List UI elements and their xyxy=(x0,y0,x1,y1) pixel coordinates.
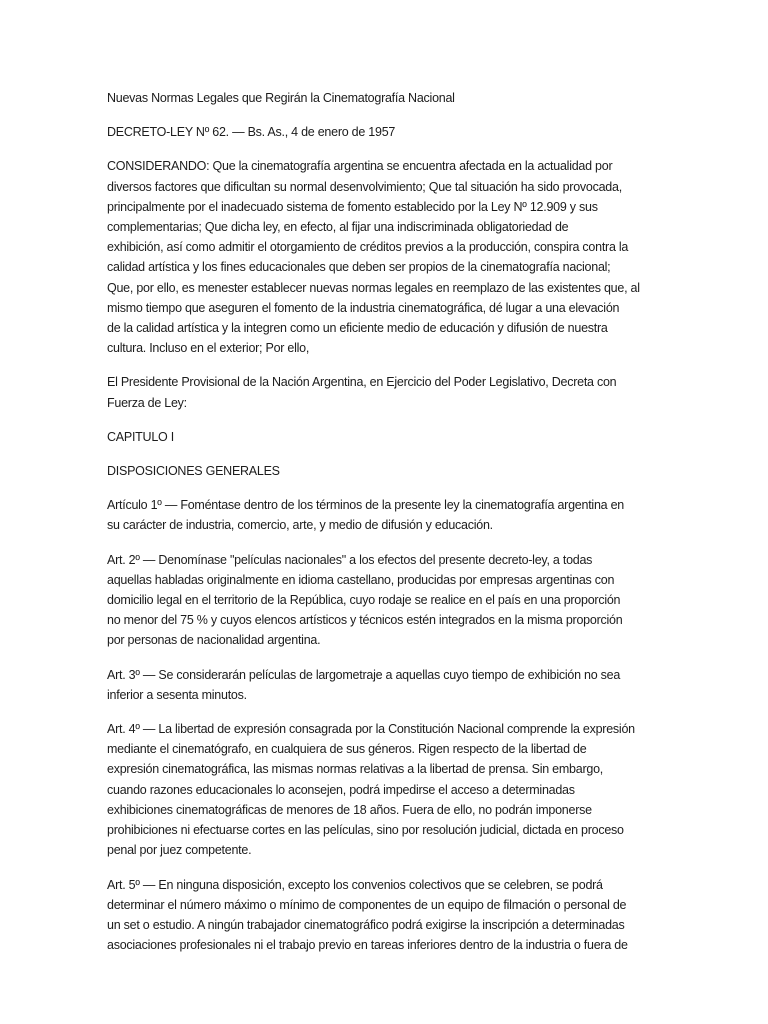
considerando-paragraph: CONSIDERANDO: Que la cinematografía argentina se encuentra afectada en la actualidad por diversos factores que dificultan su normal desenvolvimiento; Que tal situación ha sido provocada, principalmente por el inadecuado sistema de fomento establecido por la Ley Nº 12.909 y sus complementarias; Que dicha ley, en efecto, al fijar una indiscriminada obligatoriedad de exhibición, así como admitir el otorgamiento de créditos previos a la producción, conspira contra la calidad artística y los fines educacionales que deben ser propios de la cinematografía nacional; Que, por ello, es menester establecer nuevas normas legales en reemplazo de las existentes que, al mismo tiempo que aseguren el fomento de la industria cinematográfica, dé lugar a una elevación de la calidad artística y la integren como un eficiente medio de educación y difusión de nuestra cultura. Incluso en el exterior; Por ello, xyxy=(107,159,640,356)
chapter-title: DISPOSICIONES GENERALES xyxy=(107,464,280,479)
chapter-heading: CAPITULO I xyxy=(107,429,174,444)
preamble-paragraph: El Presidente Provisional de la Nación Argentina, en Ejercicio del Poder Legislativo, Decreta con Fuerza de Ley: xyxy=(107,375,617,410)
article-3: Art. 3º — Se considerarán películas de largometraje a aquellas cuyo tiempo de exhibición no sea inferior a sesenta minutos. xyxy=(107,667,621,702)
article-4: Art. 4º — La libertad de expresión consagrada por la Constitución Nacional comprende la expresión mediante el cinematógrafo, en cualquiera de sus géneros. Rigen respecto de la libertad de expresión cinematográfica, las mismas normas relativas a la libertad de prensa. Sin embargo, cuando razones educacionales lo aconsejen, podrá impedirse el acceso a determinadas exhibiciones cinematográficas de menores de 18 años. Fuera de ello, no podrán imponerse prohibiciones ni efectuarse cortes en las películas, sino por resolución judicial, dictada en proceso penal por juez competente. xyxy=(107,722,635,858)
document-title: Nuevas Normas Legales que Regirán la Cinematografía Nacional xyxy=(107,91,455,105)
article-1: Artículo 1º — Foméntase dentro de los términos de la presente ley la cinematografía argentina en su carácter de industria, comercio, arte, y medio de difusión y educación. xyxy=(107,498,624,533)
document-page xyxy=(107,88,667,969)
article-5: Art. 5º — En ninguna disposición, excepto los convenios colectivos que se celebren, se podrá determinar el número máximo o mínimo de componentes de un equipo de filmación o personal de un set o estudio. A ningún trabajador cinematográfico podrá exigirse la inscripción a determinadas asociaciones profesionales ni el trabajo previo en tareas inferiores dentro de la industria o fuera de xyxy=(107,877,628,953)
article-2: Art. 2º — Denomínase "películas nacionales" a los efectos del presente decreto-ley, a todas aquellas habladas originalmente en idioma castellano, producidas por empresas argentinas con domicilio legal en el territorio de la República, cuyo rodaje se realice en el país en una proporción no menor del 75 % y cuyos elencos artísticos y técnicos estén integrados en la misma proporción por personas de nacionalidad argentina. xyxy=(107,552,623,648)
decree-header: DECRETO-LEY Nº 62. — Bs. As., 4 de enero de 1957 xyxy=(107,125,396,140)
